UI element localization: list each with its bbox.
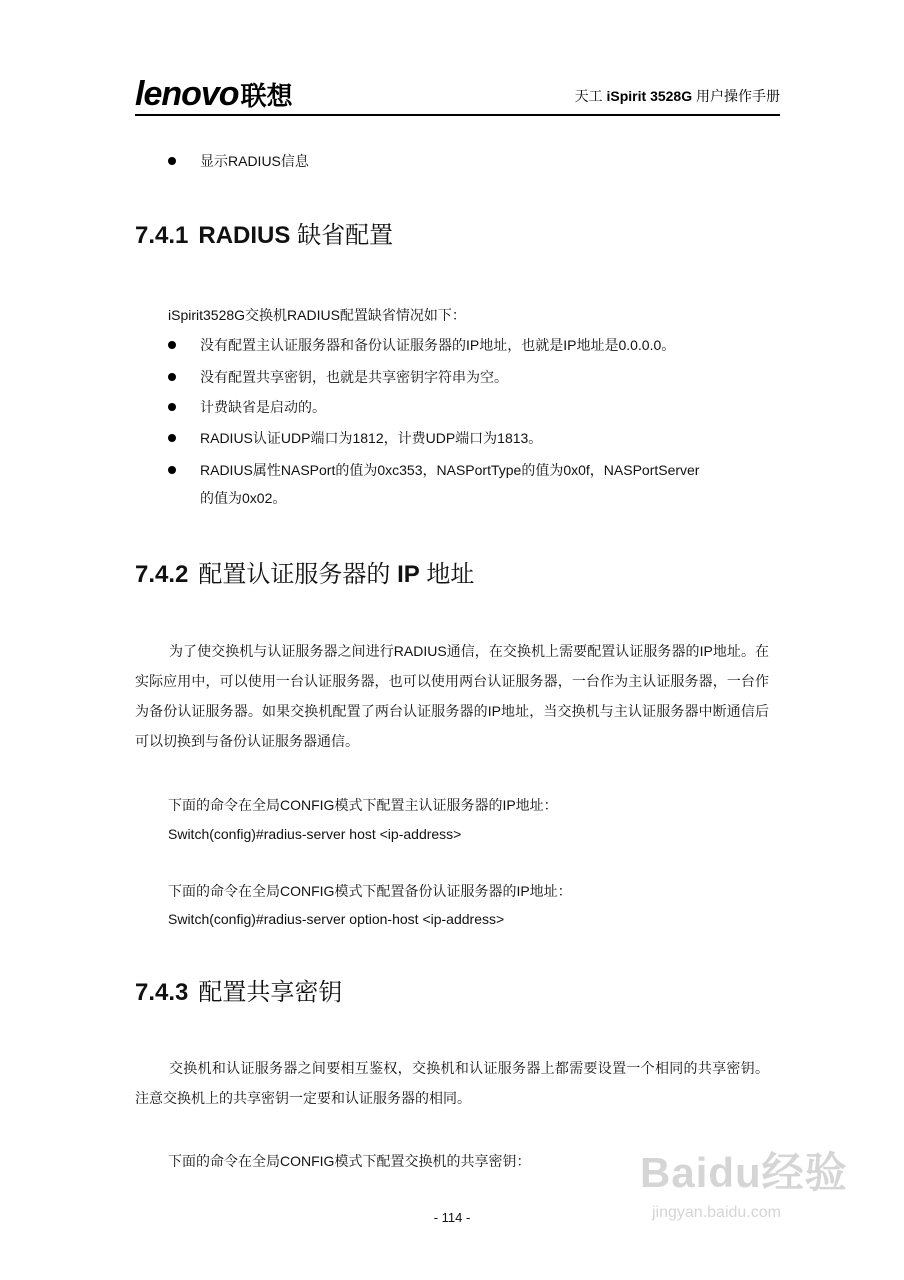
intro-text: iSpirit3528G交换机RADIUS配置缺省情况如下：: [168, 307, 466, 323]
bullet-icon: [168, 434, 176, 442]
paragraph: 为了使交换机与认证服务器之间进行RADIUS通信，在交换机上需要配置认证服务器的IP地址。在实际应用中，可以使用一台认证服务器，也可以使用两台认证服务器，一台作为主认证服务器，一台作为备份认证服务器。如果交换机配置了两台认证服务器的IP地址，当交换机与主认证服务器中断通信后可以切换到与备份认证服务器通信。: [135, 643, 769, 749]
header-divider: [135, 114, 780, 116]
command-description: 下面的命令在全局CONFIG模式下配置主认证服务器的IP地址：: [168, 797, 558, 813]
page-header: [135, 76, 780, 114]
bullet-icon: [168, 466, 176, 474]
product-name: iSpirit 3528G: [606, 88, 693, 104]
bullet-icon: [168, 157, 176, 165]
command-line: Switch(config)#radius-server host <ip-address>: [168, 826, 462, 842]
list-item: 计费缺省是启动的。: [168, 397, 326, 417]
watermark-site: jingyan.baidu.com: [652, 1204, 781, 1221]
list-item-continuation: 的值为0x02。: [200, 490, 287, 506]
logo-cn: 联想: [240, 81, 293, 111]
list-item: RADIUS属性NASPort的值为0xc353，NASPortType的值为0x0f，NASPortServer: [168, 460, 699, 480]
bullet-icon: [168, 341, 176, 349]
list-item: 没有配置主认证服务器和备份认证服务器的IP地址，也就是IP地址是0.0.0.0。: [168, 335, 675, 355]
section-heading-741: 7.4.1 RADIUS 缺省配置: [135, 222, 394, 249]
bullet-icon: [168, 373, 176, 381]
section-heading-743: 7.4.3 配置共享密钥: [135, 979, 343, 1006]
lenovo-logo: [135, 76, 293, 114]
paragraph: 交换机和认证服务器之间要相互鉴权，交换机和认证服务器上都需要设置一个相同的共享密钥。注意交换机上的共享密钥一定要和认证服务器的相同。: [135, 1060, 769, 1106]
logo-text: lenovo: [135, 75, 239, 113]
list-item: 没有配置共享密钥，也就是共享密钥字符串为空。: [168, 367, 508, 387]
watermark-brand: Baidu经验: [640, 1149, 848, 1196]
manual-title: 天工 iSpirit 3528G 用户操作手册: [574, 88, 780, 104]
command-description: 下面的命令在全局CONFIG模式下配置备份认证服务器的IP地址：: [168, 883, 572, 899]
list-item: RADIUS认证UDP端口为1812，计费UDP端口为1813。: [168, 428, 542, 448]
command-line: Switch(config)#radius-server option-host <ip-address>: [168, 911, 505, 927]
section-heading-742: 7.4.2 配置认证服务器的 IP 地址: [135, 561, 475, 588]
command-description: 下面的命令在全局CONFIG模式下配置交换机的共享密钥：: [168, 1153, 531, 1169]
list-item: 显示RADIUS信息: [168, 151, 309, 171]
page-number: - 114 -: [433, 1210, 471, 1225]
baidu-watermark: [640, 1140, 850, 1240]
bullet-icon: [168, 403, 176, 411]
